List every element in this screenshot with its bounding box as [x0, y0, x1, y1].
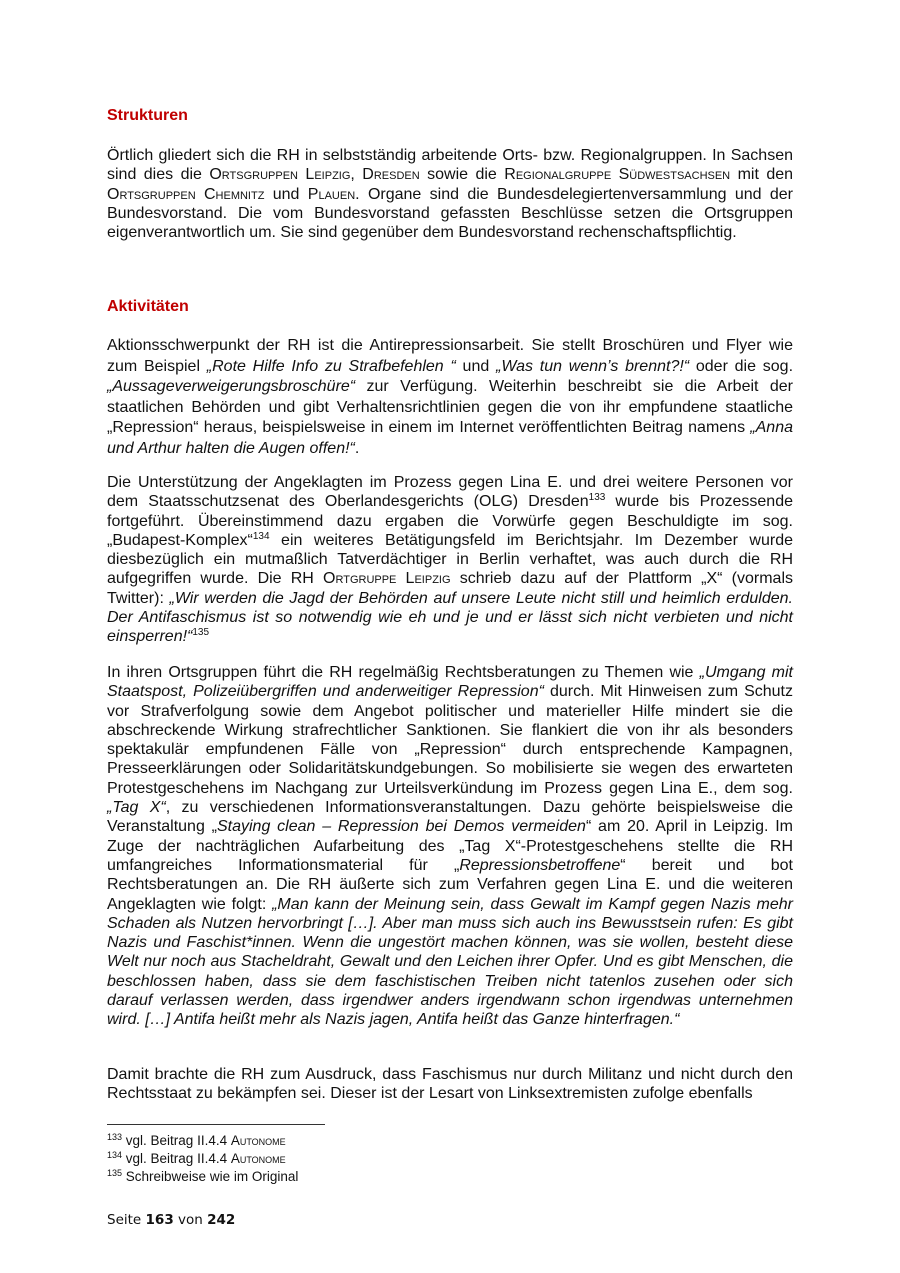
paragraph-aktivitaeten-1: Aktionsschwerpunkt der RH ist die Antirepressionsarbeit. Sie stellt Broschüren und Flyer wie zum Beispiel „Rote Hilfe Info zu Strafbefehlen “ und „Was tun wenn’s brennt?!“ oder die sog. „Aussageverweigerungsbroschüre“ zur Verfügung. Weiterhin beschreibt sie die Arbeit der staatlichen Behörden und gibt Verhaltensrichtlinien gegen die von ihr empfundene staatliche „Repression“ heraus, beispielsweise in einem im Internet veröffentlichten Beitrag namens „Anna und Arthur halten die Augen offen!“. [107, 337, 794, 457]
footnote-divider [107, 1124, 325, 1125]
section-heading-aktivitaeten: Aktivitäten [107, 298, 189, 315]
page-number-footer: Seite 163 von 242 [107, 1212, 236, 1228]
footnote-ref-135: 135 [192, 627, 210, 639]
paragraph-aktivitaeten-2: Die Unterstützung der Angeklagten im Prozess gegen Lina E. und drei weitere Personen vor dem Staatsschutzsenat des Oberlandesgerichts (OLG) Dresden$^{133}$ wurde bis Prozessende fortgeführt. Übereinstimmend dazu ergaben die Vorwürfe gegen Beschuldigte im sog. „Budapest-Komplex“$^{134}$ ein weiteres Betätigungsfeld im Berichtsjahr. Im Dezember wurde diesbezüglich ein mutmaßlich Tatverdächtiger in Berlin verhaftet, was auch durch die RH aufgegriffen wurde. Die RH Ortgruppe Leipzig schrieb dazu auf der Plattform „X“ (vormals Twitter): „Wir werden die Jagd der Behörden auf unsere Leute nicht still und heimlich erdulden. Der Antifaschismus ist so notwendig wie eh und je und er lässt sich nicht verbieten und nicht einsperren!“$^{135}$ [107, 474, 794, 646]
footnote-ref-134: 134 [252, 530, 270, 542]
section-heading-strukturen: Strukturen [107, 107, 188, 124]
paragraph-strukturen: Örtlich gliedert sich die RH in selbstständig arbeitende Orts- bzw. Regionalgruppen. In Sachsen sind dies die Ortsgruppen Leipzig, Dresden sowie die Regionalgruppe Südwestsachsen mit den Ortsgruppen Chemnitz und Plauen. Organe sind die Bundesdelegiertenversammlung und der Bundesvorstand. Die vom Bundesvorstand gefassten Beschlüsse setzen die Ortsgruppen eigenverantwortlich um. Sie sind gegenüber dem Bundesvorstand rechenschaftspflichtig. [107, 147, 794, 242]
paragraph-aktivitaeten-4: Damit brachte die RH zum Ausdruck, dass Faschismus nur durch Militanz und nicht durch den Rechtsstaat zu bekämpfen sei. Dieser ist der Lesart von Linksextremisten zufolge ebenfalls [107, 1066, 793, 1103]
footnote-ref-133: 133 [588, 492, 606, 504]
footnote-134: $^{134}$ vgl. Beitrag II.4.4 Autonome [107, 1150, 286, 1166]
footnote-135: $^{135}$ Schreibweise wie im Original [107, 1168, 299, 1184]
paragraph-aktivitaeten-3: In ihren Ortsgruppen führt die RH regelmäßig Rechtsberatungen zu Themen wie „Umgang mit Staatspost, Polizeiübergriffen und anderweitiger Repression“ durch. Mit Hinweisen zum Schutz vor Strafverfolgung sowie dem Angebot politischer und materieller Hilfe mindert sie die abschreckende Wirkung strafrechtlicher Sanktionen. Sie flankiert die von ihr als besonders spektakulär empfundenen Fälle von „Repression“ durch entsprechende Kampagnen, Presseerklärungen oder Solidaritätskundgebungen. So mobilisierte sie wegen des erwarteten Protestgeschehens im Nachgang zur Urteilsverkündung im Prozess gegen Lina E., dem sog. „Tag X“, zu verschiedenen Informationsveranstaltungen. Dazu gehörte beispielsweise die Veranstaltung „Staying clean – Repression bei Demos vermeiden“ am 20. April in Leipzig. Im Zuge der nachträglichen Aufarbeitung des „Tag X“-Protestgeschehens stellte die RH umfangreiches Informationsmaterial für „Repressionsbetroffene“ bereit und bot Rechtsberatungen an. Die RH äußerte sich zum Verfahren gegen Lina E. und die weiteren Angeklagten wie folgt: „Man kann der Meinung sein, dass Gewalt im Kampf gegen Nazis mehr Schaden als Nutzen hervorbringt […]. Aber man muss sich auch ins Bewusstsein rufen: Es gibt Nazis und Faschist*innen. Wenn die ungestört machen können, was sie wollen, besteht diese Welt nur noch aus Stacheldraht, Gewalt und den Leichen ihrer Opfer. Und es gibt Menschen, die beschlossen haben, dass sie dem faschistischen Treiben nicht tatenlos zusehen oder sich darauf verlassen werden, dass irgendwer anders irgendwann schon irgendwas unternehmen wird. […] Antifa heißt mehr als Nazis jagen, Antifa heißt das Ganze hinterfragen.“ [107, 664, 794, 1029]
footnote-133: $^{133}$ vgl. Beitrag II.4.4 Autonome [107, 1132, 286, 1148]
